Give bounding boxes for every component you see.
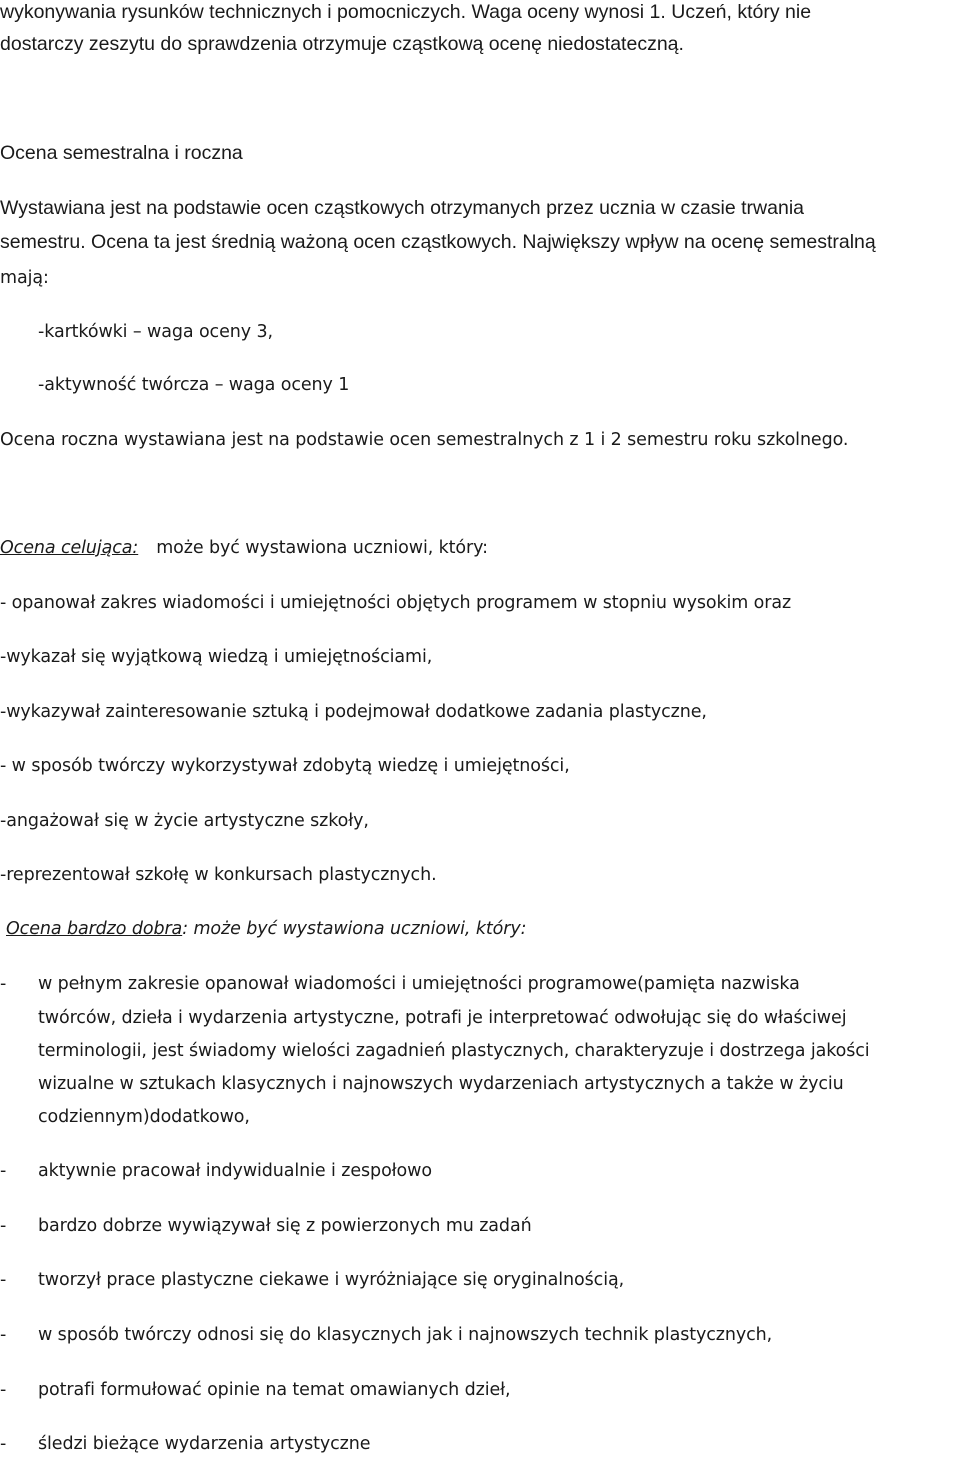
paragraph-line: mają:: [0, 268, 49, 288]
grade-intro: może być wystawiona uczniowi, który:: [156, 538, 488, 558]
list-item: w sposób twórczy odnosi się do klasycznych jak i najnowszych technik plastycznych,: [38, 1325, 773, 1345]
grade-title: Ocena celująca:: [0, 538, 139, 558]
list-item: - w sposób twórczy wykorzystywał zdobytą wiedzę i umiejętności,: [0, 756, 570, 776]
paragraph-line: [0, 230, 876, 254]
list-item: -angażował się w życie artystyczne szkoły,: [0, 811, 369, 831]
list-item: śledzi bieżące wydarzenia artystyczne: [38, 1434, 371, 1454]
list-item: - opanował zakres wiadomości i umiejętności objętych programem w stopniu wysokim oraz: [0, 593, 792, 613]
list-item-line: twórców, dzieła i wydarzenia artystyczne, potrafi je interpretować odwołując się do właściwej: [38, 1008, 847, 1028]
list-item: -reprezentował szkołę w konkursach plastycznych.: [0, 865, 437, 885]
list-item: tworzył prace plastyczne ciekawe i wyróżniające się oryginalnością,: [38, 1270, 625, 1290]
grade-title: Ocena bardzo dobra: [6, 919, 183, 939]
paragraph-segment: Największy wpływ na ocenę semestralną: [517, 231, 876, 253]
list-bullet: -: [0, 974, 7, 994]
list-item: -wykazał się wyjątkową wiedzą i umiejętnościami,: [0, 647, 433, 667]
list-item: potrafi formułować opinie na temat omawianych dzieł,: [38, 1380, 511, 1400]
grade-heading: [0, 536, 488, 560]
paragraph-line: Wystawiana jest na podstawie ocen cząstkowych otrzymanych przez ucznia w czasie trwania: [0, 197, 805, 219]
paragraph-line: dostarczy zeszytu do sprawdzenia otrzymuje cząstkową ocenę niedostateczną.: [0, 33, 684, 55]
list-bullet: -: [0, 1216, 7, 1236]
list-item-line: wizualne w sztukach klasycznych i najnowszych wydarzeniach artystycznych a także w życiu: [38, 1074, 844, 1094]
paragraph-line: Ocena roczna wystawiana jest na podstawie ocen semestralnych z 1 i 2 semestru roku szkolnego.: [0, 430, 849, 450]
list-bullet: -: [0, 1270, 7, 1290]
list-item: bardzo dobrze wywiązywał się z powierzonych mu zadań: [38, 1216, 532, 1236]
grade-intro: : może być wystawiona uczniowi, który:: [182, 919, 527, 939]
list-item: -kartkówki – waga oceny 3,: [38, 322, 273, 342]
paragraph-line: wykonywania rysunków technicznych i pomocniczych. Waga oceny wynosi 1. Uczeń, który nie: [0, 1, 812, 23]
paragraph-segment: semestru. Ocena ta jest średnią ważoną ocen cząstkowych.: [0, 231, 517, 253]
section-heading: Ocena semestralna i roczna: [0, 142, 243, 164]
list-item: aktywnie pracował indywidualnie i zespołowo: [38, 1161, 432, 1181]
list-item: -wykazywał zainteresowanie sztuką i podejmował dodatkowe zadania plastyczne,: [0, 702, 707, 722]
list-item: -aktywność twórcza – waga oceny 1: [38, 375, 350, 395]
list-bullet: -: [0, 1380, 7, 1400]
grade-heading: [6, 917, 526, 941]
list-bullet: -: [0, 1161, 7, 1181]
list-item-line: codziennym)dodatkowo,: [38, 1107, 250, 1127]
list-bullet: -: [0, 1434, 7, 1454]
list-bullet: -: [0, 1325, 7, 1345]
list-item-line: terminologii, jest świadomy wielości zagadnień plastycznych, charakteryzuje i dostrzega jakości: [38, 1041, 870, 1061]
list-item-line: w pełnym zakresie opanował wiadomości i umiejętności programowe(pamięta nazwiska: [38, 974, 800, 994]
